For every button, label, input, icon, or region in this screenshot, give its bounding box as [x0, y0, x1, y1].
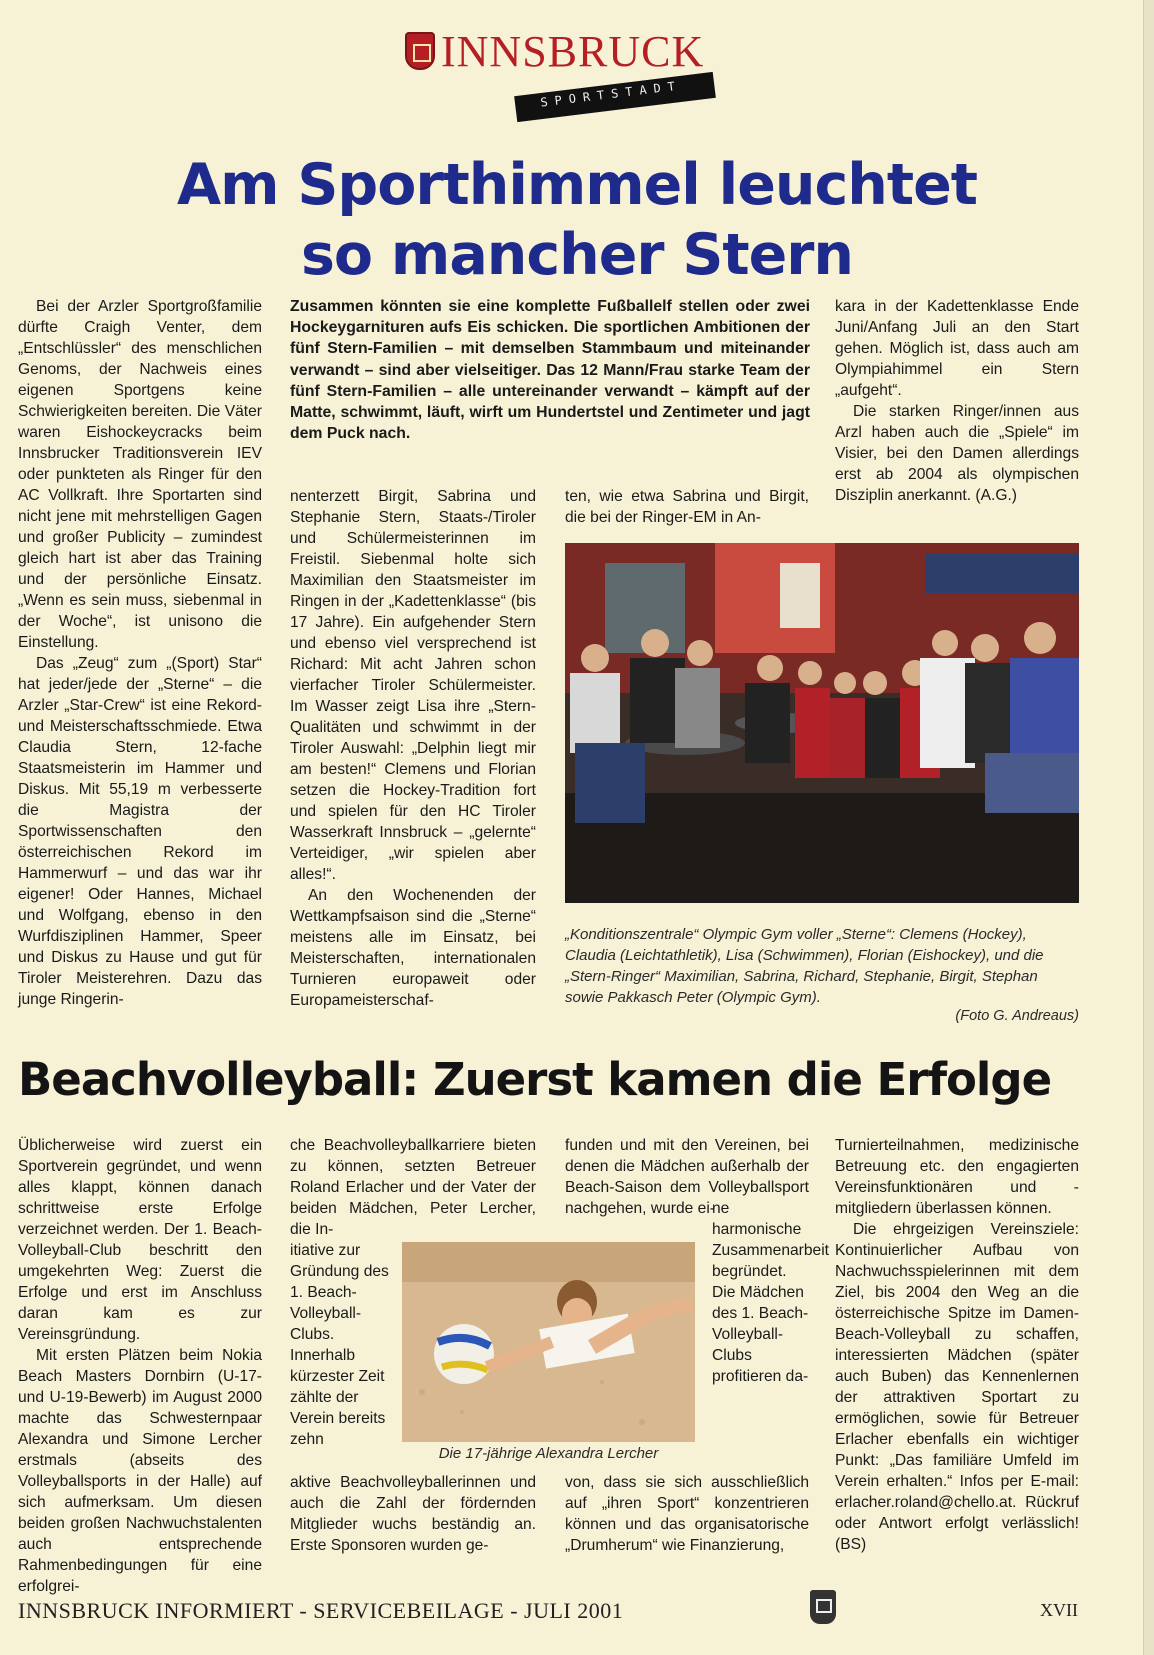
article2-paragraph: Üblicherweise wird zuerst ein Sportverein gegründet, und wenn alles klappt, können danach schrittweise erste Erfolge verzeichnet werden. Der 1. Beach-Volleyball-Club beschritt den umgekehrten Weg: Zuerst die Erfolge und erst im Anschluss daran kam es zur Vereinsgründung. — [18, 1137, 262, 1343]
article2-paragraph: Mit ersten Plätzen beim Nokia Beach Masters Dornbirn (U-17- und U-19-Bewerb) im August 2000 machte das Schwesternpaar Alexandra und Simone Lercher erstmals (abseits des Volleyballsports in der Halle) auf sich aufmerksam. Um diesen beiden großen Nachwuchstalenten auch entsprechende Rahmenbedingungen für eine erfolgrei- — [18, 1347, 262, 1595]
article1-column-4 — [835, 296, 1079, 506]
article1-paragraph: Das „Zeug“ zum „(Sport) Star“ hat jeder/jede der „Sterne“ – die Arzler „Star-Crew“ ist eine Rekord- und Meisterschaftsschmiede. Etwa Claudia Stern, 12-fache Staatsmeisterin im Hammer und Diskus. Mit 55,19 m verbesserte die Magistra der Sportwissenschaften den österreichischen Rekord im Hammerwurf – und das war ihr eigener! Oder Hannes, Michael und Wolfgang, ebenso in den Wurfdisziplinen Hammer, Speer und Diskus zu Hause und gut für Tiroler Meisterehren. Dazu das junge Ringerin- — [18, 655, 262, 1008]
gym-photo-credit: (Foto G. Andreaus) — [955, 1008, 1079, 1024]
article2-column-2-bottom — [290, 1472, 536, 1556]
article2-paragraph: itiative zur Gründung des 1. Beach-Volleyball-Clubs. Innerhalb kürzester Zeit zählte der Verein bereits zehn — [290, 1242, 389, 1448]
article2-column-2-top — [290, 1135, 536, 1240]
masthead-title: INNSBRUCK — [441, 27, 705, 76]
article1-headline — [0, 150, 1154, 290]
article1-paragraph: Bei der Arzler Sportgroßfamilie dürfte Craigh Venter, dem „Entschlüssler“ des menschlichen Genoms, der Nachweis eines eigenen Sportgens keine Schwierigkeiten bereiten. Die Väter waren Eishockeycracks beim Innsbrucker Traditionsverein IEV oder punkteten als Ringer für den AC Vollkraft. Ihre Sportarten sind nicht jene mit mehrstelligen Gagen und großer Publicity – zumindest gleich hart ist aber das Training und der persönliche Einsatz. „Wenn es sein muss, siebenmal in der Woche“, ist unisono die Einstellung. — [18, 298, 262, 651]
article1-column-3 — [565, 486, 809, 528]
article1-paragraph: nenterzett Birgit, Sabrina und Stephanie Stern, Staats-/Tiroler und Schülermeisterinnen im Freistil. Siebenmal holte sich Maximilian den Staatsmeister im Ringen in der „Kadettenklasse“ (bis 17 Jahre). Ein aufgehender Stern und ebenso viel versprechend ist Richard: Mit acht Jahren schon vierfacher Tiroler Schülermeister. Im Wasser zeigt Lisa ihre „Stern-Qualitäten und schwimmt in der Tiroler Auswahl: „Delphin liegt mir am besten!“ Clemens und Florian setzen die Hockey-Tradition fort und spielen für den HC Tiroler Wasserkraft Innsbruck – „gelernte“ Verteidiger, „wir spielen aber alles!“. — [290, 488, 536, 883]
article1-column-1 — [18, 296, 262, 1010]
city-crest-icon — [405, 32, 435, 70]
gym-photo-caption: „Konditionszentrale“ Olympic Gym voller „Sterne“: Clemens (Hockey), Claudia (Leichtathletik), Lisa (Schwimmen), Florian (Eishockey), und die „Stern-Ringer“ Maximilian, Sabrina, Richard, Stephanie, Birgit, Stephan sowie Pakkasch Peter (Olympic Gym). — [565, 926, 1044, 1006]
masthead — [405, 28, 725, 108]
article2-paragraph: ne harmonische Zusammenarbeit begründet. — [712, 1200, 829, 1280]
article1-paragraph: ten, wie etwa Sabrina und Birgit, die bei der Ringer-EM in An- — [565, 488, 809, 526]
article2-paragraph: von, dass sie sich ausschließlich auf „ihren Sport“ konzentrieren können und das organisatorische „Drumherum“ wie Finanzierung, — [565, 1474, 809, 1554]
beachvolleyball-photo-image — [402, 1242, 695, 1442]
article2-paragraph: Die Mädchen des 1. Beach-Volleyball-Clubs profitieren da- — [712, 1284, 809, 1385]
article2-paragraph: Die ehrgeizigen Vereinsziele: Kontinuierlicher Aufbau von Nachwuchsspielerinnen mit dem Ziel, bis 2004 den Weg an die österreichische Spitze im Damen-Beach-Volleyball zu schaffen, interessierten Mädchen (später auch Buben) das Kennenlernen der attraktiven Sportart zu ermöglichen, sowie für Betreuer Erlacher ebenfalls ein wichtiger Punkt: „Das familiäre Umfeld im Verein erhalten.“ Infos per E-mail: erlacher.roland@chello.at. Rückruf oder Antwort erfolgt verlässlich! (BS) — [835, 1221, 1079, 1553]
article1-paragraph: Die starken Ringer/innen aus Arzl haben auch die „Spiele“ im Visier, bei den Damen allerdings erst ab 2004 als olympischen Disziplin anerkannt. (A.G.) — [835, 403, 1079, 504]
page-number: XVII — [1040, 1600, 1078, 1620]
article2-paragraph: che Beachvolleyballkarriere bieten zu können, setzten Betreuer Roland Erlacher und der Vater der beiden Mädchen, Peter Lercher, die In- — [290, 1137, 536, 1238]
article2-headline: Beachvolleyball: Zuerst kamen die Erfolge — [18, 1053, 1052, 1106]
article2-column-3-narrow — [712, 1198, 829, 1387]
footer-crest-icon — [810, 1590, 836, 1624]
gym-group-photo — [565, 543, 1079, 903]
gym-group-photo-image — [565, 543, 1079, 903]
footer-text: INNSBRUCK INFORMIERT - SERVICEBEILAGE - JULI 2001 — [18, 1598, 624, 1623]
article1-paragraph: An den Wochenenden der Wettkampfsaison sind die „Sterne“ meistens alle im Einsatz, bei Meisterschaften, internationalen Turnieren europaweit oder Europameisterschaf- — [290, 887, 536, 1009]
article1-column-2 — [290, 486, 536, 1011]
article1-paragraph: kara in der Kadettenklasse Ende Juni/Anfang Juli an den Start gehen. Möglich ist, dass auch am Olympiahimmel ein Stern „aufgeht“. — [835, 298, 1079, 399]
article2-column-2-narrow — [290, 1240, 390, 1450]
article2-paragraph: aktive Beachvolleyballerinnen und auch die Zahl der fördernden Mitglieder wuchs beständig an. Erste Sponsoren wurden ge- — [290, 1474, 536, 1554]
article2-paragraph: funden und mit den Vereinen, bei denen die Mädchen außerhalb der Beach-Saison dem Volleyballsport nachgehen, wurde ei- — [565, 1137, 809, 1217]
article2-column-3-bottom — [565, 1472, 809, 1556]
masthead-subtitle: SPORTSTADT — [539, 78, 683, 110]
article2-paragraph: Turnierteilnahmen, medizinische Betreuung etc. den engagierten Vereinsfunktionären und -mitgliedern überlassen können. — [835, 1137, 1079, 1217]
article1-headline-line1: Am Sporthimmel leuchtet — [177, 152, 977, 218]
beachvolleyball-photo — [402, 1242, 695, 1442]
beachvolleyball-photo-caption: Die 17-jährige Alexandra Lercher — [438, 1445, 659, 1462]
article1-headline-line2: so mancher Stern — [301, 222, 853, 288]
article1-lead: Zusammen könnten sie eine komplette Fußballelf stellen oder zwei Hockeygarnituren aufs Eis schicken. Die sportlichen Ambitionen der fünf Stern-Familien – mit demselben Stammbaum und miteinander verwandt – sind aber vielseitiger. Das 12 Mann/Frau starke Team der fünf Stern-Familien – alle untereinander verwandt – kämpft auf der Matte, schwimmt, läuft, wirft um Hundertstel und Zentimeter und jagt dem Puck nach. — [290, 298, 810, 443]
article2-column-4 — [835, 1135, 1079, 1555]
article2-column-1 — [18, 1135, 262, 1597]
